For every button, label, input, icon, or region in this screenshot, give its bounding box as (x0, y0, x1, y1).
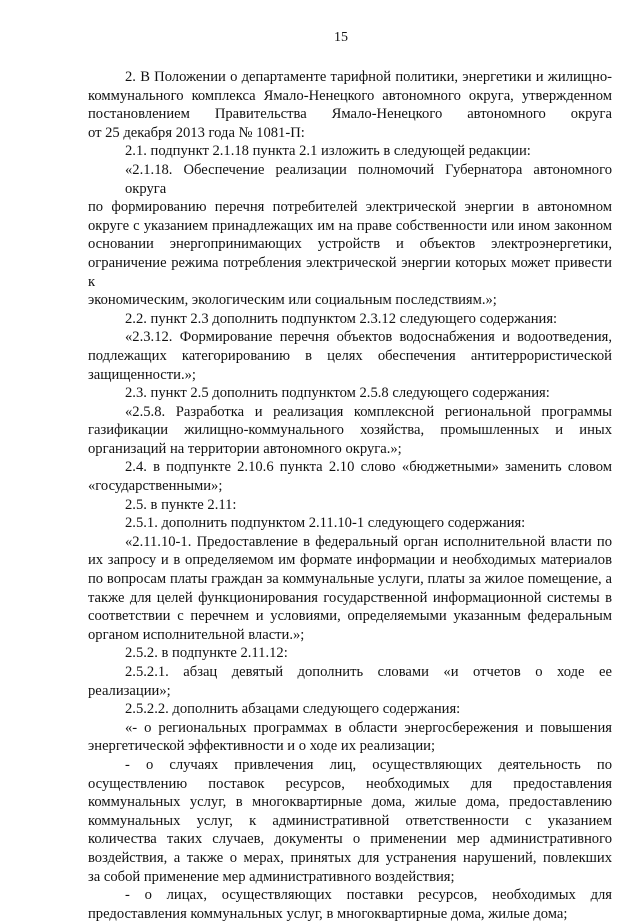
text-line: «2.5.8. Разработка и реализация комплексной региональной программы (125, 403, 612, 420)
text-line: соответствии с перечнем и условиями, определяемыми указанным федеральным (88, 608, 612, 625)
text-line: 2.5. в пункте 2.11: (125, 496, 237, 513)
text-line: 2.1. подпункт 2.1.18 пункта 2.1 изложить в следующей редакции: (125, 143, 531, 160)
text-line: за собой применение мер административного воздействия; (88, 868, 455, 885)
text-line: 2. В Положении о департаменте тарифной политики, энергетики и жилищно- (125, 69, 612, 85)
document-page (88, 30, 612, 923)
paragraph (88, 496, 612, 515)
text-line: 2.5.1. дополнить подпунктом 2.11.10-1 следующего содержания: (125, 515, 526, 532)
text-line: организаций на территории автономного округа.»; (88, 440, 402, 457)
paragraph (88, 384, 612, 403)
paragraph (88, 756, 612, 886)
text-line: от 25 декабря 2013 года № 1081-П: (88, 124, 305, 141)
paragraph (88, 310, 612, 329)
text-line: 2.4. в подпункте 2.10.6 пункта 2.10 слово «бюджетными» заменить словом (125, 459, 612, 476)
text-line: энергетической эффективности и о ходе их реализации; (88, 738, 436, 755)
text-line: воздействия, а также о мерах, принятых для устранения нарушений, повлекших (88, 849, 612, 866)
text-line: предоставления коммунальных услуг, в многоквартирные дома, жилые дома; (88, 905, 568, 922)
text-line: экономическим, экологическим или социальным последствиям.»; (88, 292, 497, 309)
paragraph (88, 403, 612, 459)
page-number: 15 (334, 30, 348, 45)
text-line: органом исполнительной власти.»; (88, 626, 305, 643)
paragraph (88, 719, 612, 756)
text-line: по формированию перечня потребителей электрической энергии в автономном (88, 199, 612, 216)
paragraph (88, 458, 612, 495)
text-line: 2.3. пункт 2.5 дополнить подпунктом 2.5.8 следующего содержания: (125, 385, 550, 402)
text-line: 2.5.2.2. дополнить абзацами следующего содержания: (125, 701, 461, 718)
paragraph (88, 142, 612, 161)
text-line: «государственными»; (88, 478, 223, 495)
paragraph (88, 700, 612, 719)
text-line: осуществлению поставок ресурсов, необходимых для предоставления (88, 775, 612, 792)
text-line: количества таких случаев, документы о применении мер административного (88, 831, 612, 848)
text-line: коммунального комплекса Ямало-Ненецкого автономного округа, утвержденном (88, 87, 612, 104)
text-line: - о лицах, осуществляющих поставки ресурсов, необходимых для (125, 887, 612, 904)
paragraph (88, 663, 612, 700)
paragraph (88, 161, 612, 310)
text-line: по вопросам платы граждан за коммунальные услуги, платы за жилое помещение, а (88, 571, 612, 588)
paragraph (88, 68, 612, 142)
text-line: 2.5.2.1. абзац девятый дополнить словами «и отчетов о ходе ее (125, 664, 612, 680)
paragraph (88, 514, 612, 533)
document-body (88, 68, 612, 923)
text-line: их запросу и в определяемом им формате информации и необходимых материалов (88, 552, 612, 569)
text-line: защищенности.»; (88, 366, 196, 383)
text-line: 2.5.2. в подпункте 2.11.12: (125, 645, 288, 662)
text-line: «- о региональных программах в области энергосбережения и повышения (125, 719, 612, 736)
text-line: реализации»; (88, 682, 171, 699)
text-line: «2.1.18. Обеспечение реализации полномочий Губернатора автономного округа (125, 161, 612, 197)
text-line: также для целей функционирования государственной информационной системы в (88, 589, 612, 606)
text-line: подлежащих категорированию в целях обеспечения антитеррористической (88, 347, 612, 364)
paragraph (88, 644, 612, 663)
text-line: коммунальных услуг, к административной ответственности с указанием (88, 812, 612, 829)
text-line: газификации жилищно-коммунального хозяйства, промышленных и иных (88, 422, 612, 439)
text-line: основании энергопринимающих устройств и объектов электроэнергетики, (88, 236, 612, 253)
paragraph (88, 328, 612, 384)
text-line: постановлением Правительства Ямало-Ненецкого автономного округа (88, 106, 612, 123)
text-line: коммунальных услуг, в многоквартирные дома, жилые дома, предоставлению (88, 794, 612, 811)
text-line: «2.11.10-1. Предоставление в федеральный орган исполнительной власти по (125, 533, 612, 550)
paragraph (88, 533, 612, 645)
text-line: округе с указанием принадлежащих им на праве собственности или ином законном (88, 217, 612, 234)
text-line: ограничение режима потребления электрической энергии которых может привести к (88, 254, 612, 290)
text-line: 2.2. пункт 2.3 дополнить подпунктом 2.3.12 следующего содержания: (125, 310, 558, 327)
text-line: «2.3.12. Формирование перечня объектов водоснабжения и водоотведения, (125, 329, 612, 346)
text-line: - о случаях привлечения лиц, осуществляющих деятельность по (125, 756, 612, 773)
